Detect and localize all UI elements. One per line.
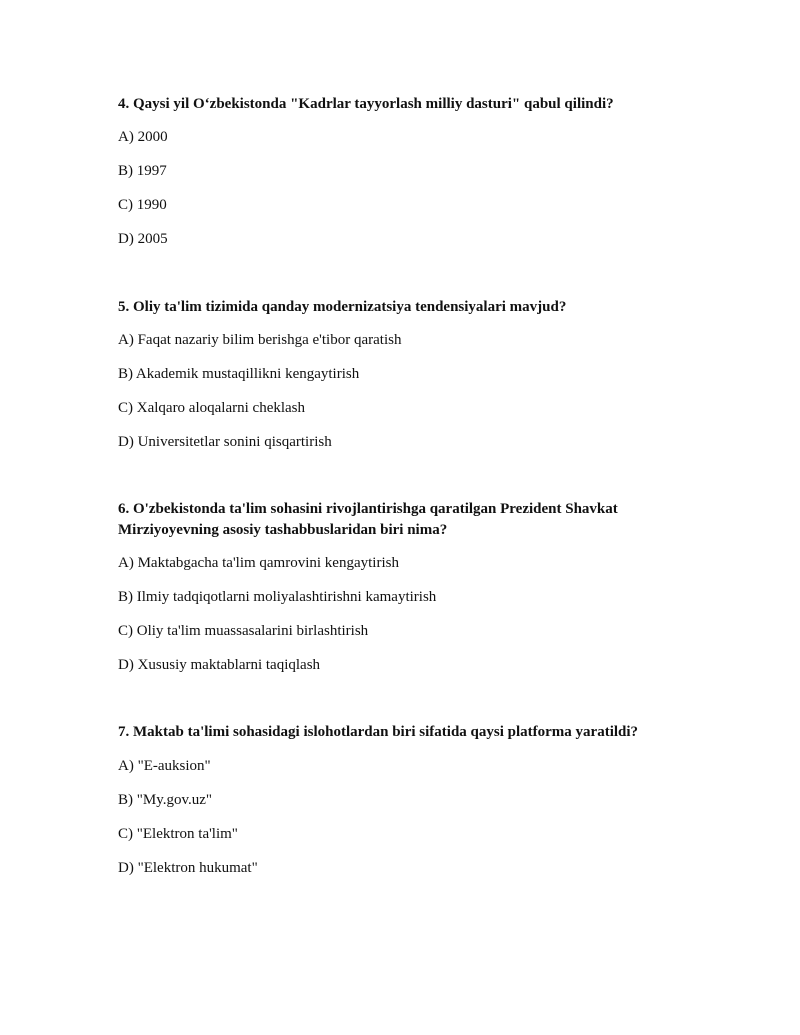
option-d: D) Xususiy maktablarni taqiqlash xyxy=(118,657,321,673)
question-6 xyxy=(118,499,678,673)
question-title: 4. Qaysi yil O‘zbekistonda "Kadrlar tayyorlash milliy dasturi" qabul qilindi? xyxy=(118,96,614,112)
option-c: C) Xalqaro aloqalarni cheklash xyxy=(118,400,306,416)
question-title: 5. Oliy ta'lim tizimida qanday modernizatsiya tendensiyalari mavjud? xyxy=(118,299,567,315)
option-b: B) "My.gov.uz" xyxy=(118,792,213,808)
option-a: A) "E-auksion" xyxy=(118,758,211,774)
option-a: A) 2000 xyxy=(118,129,168,145)
option-c: C) 1990 xyxy=(118,197,167,213)
option-b: B) Akademik mustaqillikni kengaytirish xyxy=(118,366,360,382)
option-b: B) 1997 xyxy=(118,163,167,179)
option-b: B) Ilmiy tadqiqotlarni moliyalashtirishni kamaytirish xyxy=(118,589,437,605)
option-c: C) Oliy ta'lim muassasalarini birlashtirish xyxy=(118,623,369,639)
question-title: 7. Maktab ta'limi sohasidagi islohotlardan biri sifatida qaysi platforma yaratildi? xyxy=(118,724,639,740)
option-c: C) "Elektron ta'lim" xyxy=(118,826,238,842)
option-a: A) Maktabgacha ta'lim qamrovini kengaytirish xyxy=(118,555,399,571)
question-title: 6. O'zbekistonda ta'lim sohasini rivojlantirishga qaratilgan Prezident Shavkat Mirziyoyevning asosiy tashabbuslaridan biri nima? xyxy=(118,501,618,538)
option-a: A) Faqat nazariy bilim berishga e'tibor qaratish xyxy=(118,332,402,348)
option-d: D) "Elektron hukumat" xyxy=(118,860,258,876)
option-d: D) 2005 xyxy=(118,231,168,247)
question-7 xyxy=(118,722,678,876)
question-5 xyxy=(118,297,678,450)
option-d: D) Universitetlar sonini qisqartirish xyxy=(118,434,332,450)
question-4 xyxy=(118,94,678,247)
